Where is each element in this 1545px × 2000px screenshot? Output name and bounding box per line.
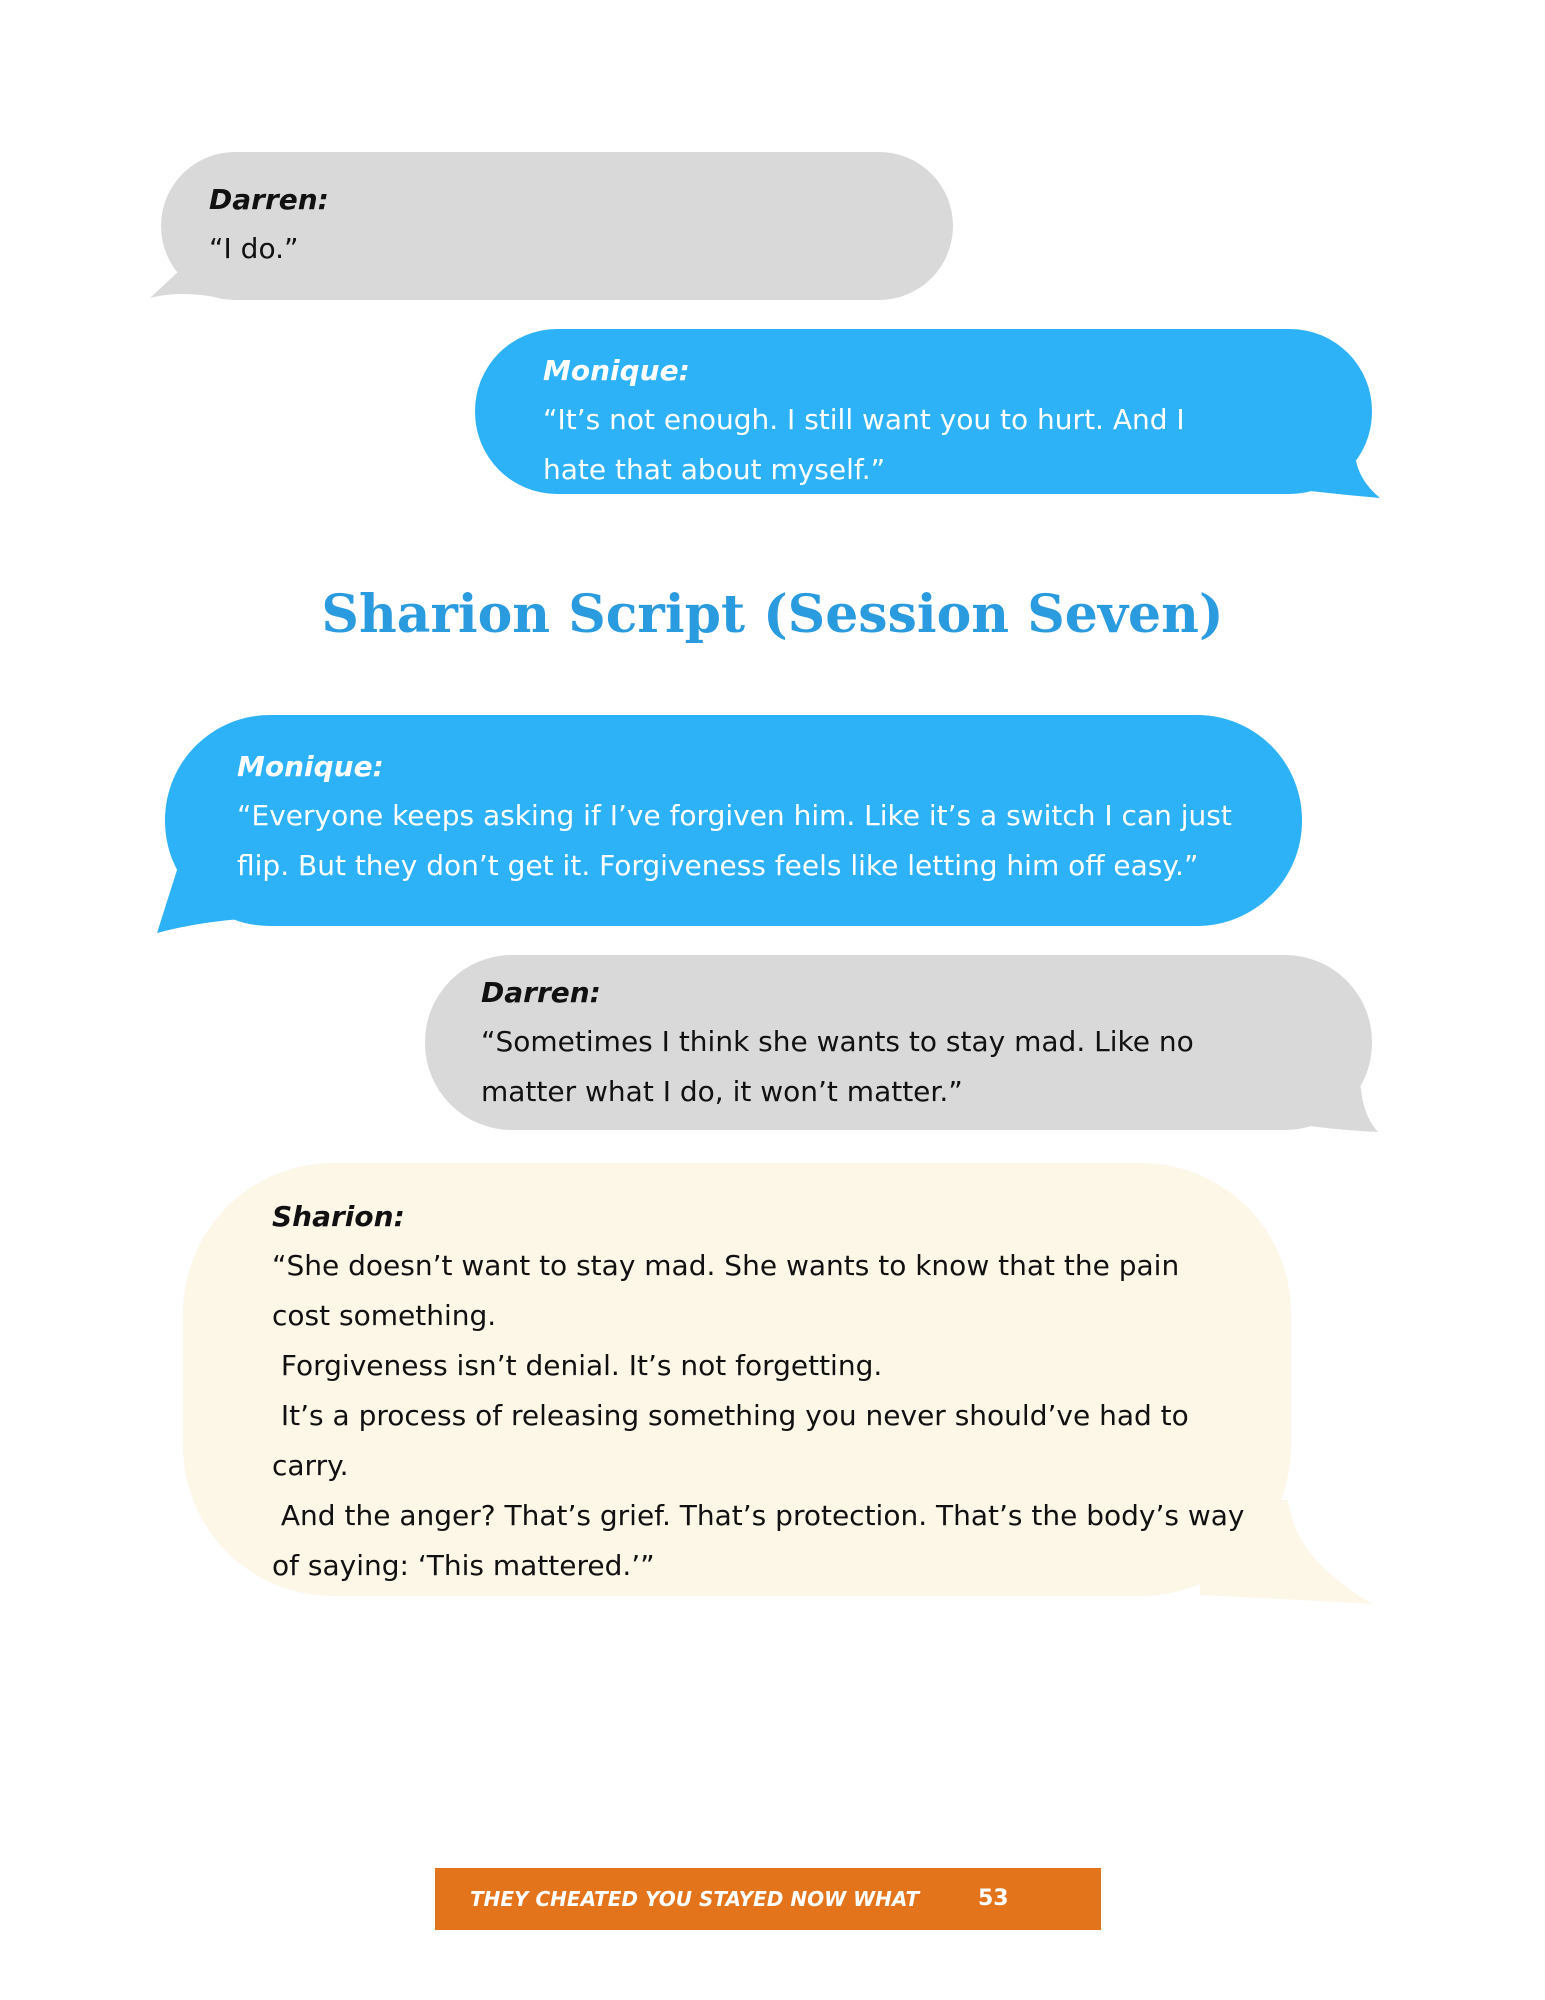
message-text: It’s a process of releasing something you never should’ve had to	[272, 1399, 1189, 1432]
message-text: hate that about myself.”	[543, 453, 886, 486]
message-text: “I do.”	[209, 232, 299, 265]
message-text: of saying: ‘This mattered.’”	[272, 1549, 655, 1582]
message-text: “She doesn’t want to stay mad. She wants to know that the pain	[272, 1249, 1180, 1282]
message-bubble-monique-2	[165, 715, 1302, 926]
section-heading: Sharion Script (Session Seven)	[321, 584, 1224, 645]
speaker-name: Darren:	[481, 976, 601, 1009]
message-text: “Everyone keeps asking if I’ve forgiven him. Like it’s a switch I can just	[237, 799, 1232, 832]
page-number: 53	[978, 1886, 1009, 1911]
footer-book-title: THEY CHEATED YOU STAYED NOW WHAT	[470, 1887, 920, 1911]
message-text: flip. But they don’t get it. Forgiveness feels like letting him off easy.”	[237, 849, 1199, 882]
message-text: “It’s not enough. I still want you to hurt. And I	[543, 403, 1185, 436]
message-text: cost something.	[272, 1299, 497, 1332]
message-text: “Sometimes I think she wants to stay mad. Like no	[481, 1025, 1194, 1058]
page-footer	[435, 1868, 1101, 1930]
speaker-name: Monique:	[237, 750, 384, 783]
speaker-name: Sharion:	[272, 1200, 405, 1233]
message-bubble-darren-1	[161, 152, 953, 300]
message-bubble-monique-1	[475, 329, 1372, 494]
message-text: carry.	[272, 1449, 349, 1482]
speaker-name: Monique:	[543, 354, 690, 387]
message-text: And the anger? That’s grief. That’s protection. That’s the body’s way	[272, 1499, 1245, 1532]
speaker-name: Darren:	[209, 183, 329, 216]
message-text: matter what I do, it won’t matter.”	[481, 1075, 963, 1108]
message-bubble-darren-2	[425, 955, 1372, 1130]
message-text: Forgiveness isn’t denial. It’s not forgetting.	[272, 1349, 883, 1382]
message-bubble-sharion	[183, 1163, 1291, 1596]
